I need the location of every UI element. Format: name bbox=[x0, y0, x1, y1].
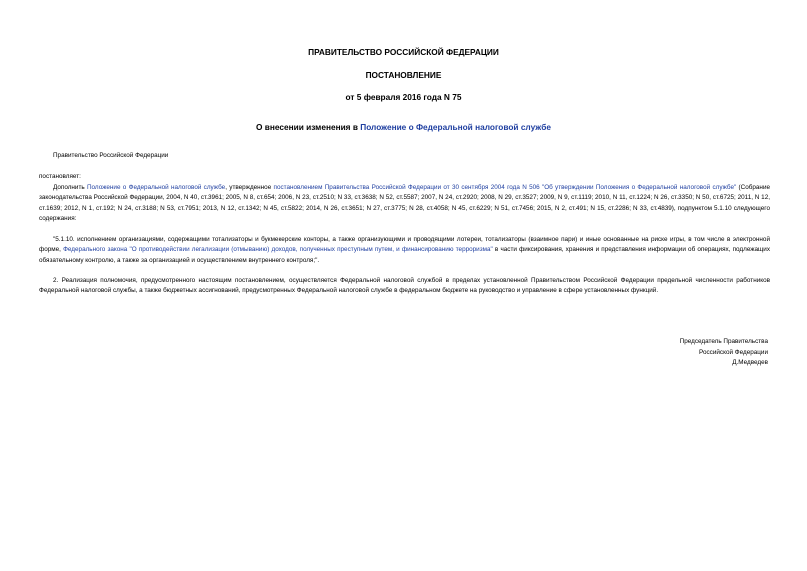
federal-law-link[interactable]: Федерального закона "О противодействии легализации (отмыванию) доходов, полученных преступным путем, и финансированию терроризма" bbox=[63, 246, 493, 254]
item-2-paragraph: 2. Реализация полномочия, предусмотренного настоящим постановлением, осуществляется Федеральной налоговой службой в пределах установленной Правительством Российской Федерации предельной численности работников Федеральной налоговой службы, а также бюджетных ассигнований, предусмотренных Федеральной налоговой службе в федеральном бюджете на руководство и управление в сфере установленных функций. bbox=[39, 277, 770, 295]
resolution-506-link[interactable]: постановлением Правительства Российской Федерации от 30 сентября 2004 года N 506 "Об утверждении Положения о Федеральной налоговой службе" bbox=[273, 184, 737, 191]
quoted-text-end: в части фиксирования, хранения и представления информации об операциях, подлежащих обязательному контролю, а также за организацией и осуществлением внутреннего контроля;". bbox=[39, 246, 770, 264]
document-title-prefix: О внесении изменения в bbox=[256, 122, 361, 132]
regulation-link[interactable]: Положение о Федеральной налоговой службе bbox=[360, 122, 551, 132]
government-heading: ПРАВИТЕЛЬСТВО РОССИЙСКОЙ ФЕДЕРАЦИИ bbox=[308, 47, 499, 57]
document-type-heading: ПОСТАНОВЛЕНИЕ bbox=[365, 70, 442, 80]
signatory-position-line1: Председатель Правительства bbox=[679, 338, 768, 345]
quoted-text-start: "5.1.10. исполнением организациями, содержащими тотализаторы и букмекерские конторы, а также организующими и проводящими лотереи, тотализаторы (взаимное пари) и иные основанные на риске игры, в том числе в электронной форме, bbox=[39, 236, 770, 254]
quoted-subitem-paragraph bbox=[39, 235, 770, 266]
item-1-text-middle: , утвержденное bbox=[225, 184, 274, 191]
resolves-paragraph: постановляет: bbox=[39, 173, 81, 180]
issuer-paragraph: Правительство Российской Федерации bbox=[53, 152, 169, 159]
signatory-position-line2: Российской Федерации bbox=[699, 348, 768, 356]
document-title bbox=[0, 122, 807, 132]
document-date-number: от 5 февраля 2016 года N 75 bbox=[345, 92, 462, 102]
item-1-text-start: Дополнить bbox=[53, 184, 87, 191]
signatory-name: Д.Медведев bbox=[732, 359, 768, 366]
regulation-body-link[interactable]: Положение о Федеральной налоговой службе bbox=[86, 184, 226, 191]
item-1-text-end: (Собрание законодательства Российской Федерации, 2004, N 40, ст.3961; 2005, N 8, ст.654; 2006, N 23, ст.2510; N 33, ст.3638; N 52, ст.5587; 2007, N 24, ст.2920; 2008, N 29, ст.3527; 2009, N 9, ст.1119; 2010, N 11, ст.1224; N 26, ст.3350; N 50, ст.6725; 2011, N 12, ст.1639; 2012, N 1, ст.192; N 24, ст.3188; N 53, ст.7951; 2013, N 12, ст.1342; N 45, ст.5822; 2014, N 26, ст.3651; N 27, ст.3775; N 28, ст.4058; N 45, ст.6229; N 51, ст.7456; 2015, N 2, ст.491; N 15, ст.2286; N 33, ст.4839), подпунктом 5.1.10 следующего содержания: bbox=[39, 184, 771, 222]
signature-block bbox=[680, 337, 768, 369]
item-1-paragraph bbox=[39, 183, 770, 224]
